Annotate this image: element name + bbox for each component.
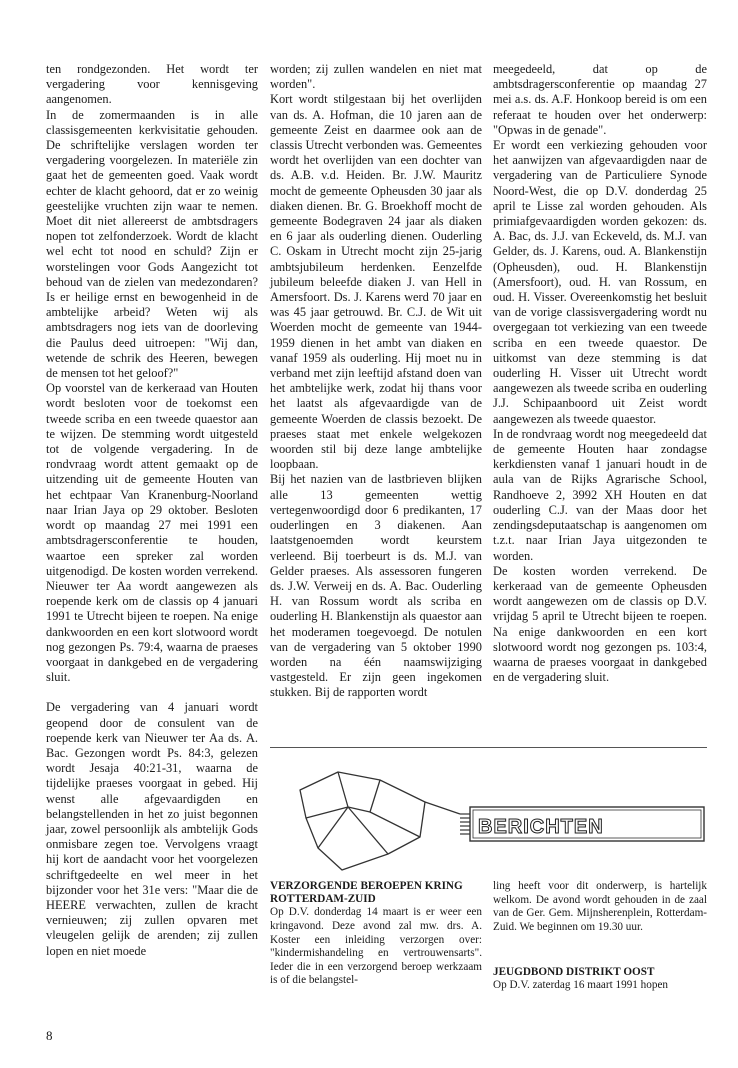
announcement-item bbox=[493, 966, 707, 993]
paragraph: De kosten worden verrekend. De kerkeraad van de gemeente Opheusden wordt aangewezen om de classis op D.V. vrijdag 5 april te Utrecht bijeen te roepen. Na enige dankwoorden en een kort slotwoord wordt nog gezongen ps. 103:4, waarna de praeses voorgaat in dankgebed en de vergadering sluit. bbox=[493, 563, 707, 685]
announcement-text: Op D.V. zaterdag 16 maart 1991 hopen bbox=[493, 979, 669, 992]
paragraph: Bij het nazien van de lastbrieven blijken alle 13 gemeenten wettig vertegenwoordigd door 6 predikanten, 17 ouderlingen en 3 diakenen. Aan laatstgenoemden wordt keurstem verleend. Bij toerbeurt is ds. M.J. van Gelder praeses. Als assessoren fungeren ds. J.W. Verweij en ds. A. Bac. Ouderling H. van Rossum wordt als scriba en ouderling H. Blankenstijn als quaestor aan het moderamen toegevoegd. De notulen van de vergadering van 5 oktober 1990 worden na één naamswijziging vastgesteld. Er zijn geen ingekomen stukken. Bij de rapporten wordt bbox=[270, 472, 482, 700]
paragraph: In de rondvraag wordt nog meegedeeld dat de gemeente Houten haar zondagse kerkdiensten vanaf 1 januari houdt in de aula van de Rijks Agrarische School, Randhoeve 2, 3992 XH Houten en dat ouderling C.J. van der Maas door het zendingsdeputaatschap is aangenomen om t.z.t. naar Irian Jaya uitgezonden te worden. bbox=[493, 426, 707, 563]
article-column-3 bbox=[493, 62, 707, 685]
section-divider bbox=[270, 747, 707, 748]
article-column-1 bbox=[46, 62, 258, 959]
announcement-item bbox=[270, 880, 482, 988]
announcement-text: Op D.V. donderdag 14 maart is er weer een kringavond. Deze avond zal mw. drs. A. Koster een inleiding verzorgen over: "kindermishandeling en vertrouwensarts". Ieder die in een verzorgend beroep werkzaam is of die belangstel- bbox=[270, 906, 482, 987]
paragraph: In de zomermaanden is in alle classisgemeenten kerkvisitatie gehouden. De schriftelijke verslagen worden ter vergadering voorgelezen. In materiële zin gaat het de gemeenten goed. Vaak wordt echter de klacht gehoord, dat er zo weinig geestelijke vruchten zijn waar te nemen. Moet dit niet allereerst de ambtsdragers nopen tot zelfonderzoek. Wordt de klacht wel echt tot nood en schuld? Zijn er worstelingen voor Gods Aangezicht tot behoud van de zielen van medezondaren? Is er heilige ernst en bewogenheid in de ambtelijke arbeid? Weten wij als ambtsdragers nog iets van de doorleving die Paulus deed uitroepen: "Wij dan, wetende de schrik des Heeren, bewegen de mensen tot het geloof?" bbox=[46, 107, 258, 381]
paragraph: ten rondgezonden. Het wordt ter vergadering voor kennisgeving aangenomen. bbox=[46, 62, 258, 107]
article-column-2 bbox=[270, 62, 482, 701]
paragraph: Kort wordt stilgestaan bij het overlijden van ds. A. Hofman, die 10 jaren aan de gemeente Zeist en daarmee ook aan de classis Utrecht verbonden was. Gemeentes wordt het overlijden van een dochter van ds. A.B. v.d. Heiden. Br. J.W. Mauritz mocht de gemeente Opheusden 30 jaar als diaken dienen. Br. G. Broekhoff mocht de gemeente Bodegraven 24 jaar als diaken en 6 jaar als ouderling dienen. Ouderling C. Oskam in Utrecht mocht zijn 25-jarig ambtsjubileum herdenken. Eenzelfde jubileum beleefde diaken J. van Hell in Amersfoort. Ds. J. Karens werd 70 jaar en was 45 jaar getrouwd. Br. C.J. de Wit uit Woerden mocht de gemeente van 1944-1959 dienen in het ambt van diaken en vanaf 1959 als ouderling. Hij moet nu in verband met zijn leeftijd afstand doen van het ambtelijke werk, zodat hij thans voor het laatst als afgevaardigde van de gemeente Woerden de classis bezoekt. De praeses staat met enkele welgekozen woorden stil bij deze lange ambtelijke loopbaan. bbox=[270, 92, 482, 472]
paragraph: Op voorstel van de kerkeraad van Houten wordt besloten voor de toekomst een tweede scriba en een tweede quaestor aan te wijzen. De stemming wordt uitgesteld tot de volgende vergadering. In de rondvraag wordt attent gemaakt op de uitzending uit de gemeente Houten van het echtpaar Van Kranenburg-Noorland naar Irian Jaya op 29 oktober. Besloten wordt op maandag 27 mei 1991 een ambtsdragersconferentie te houden, waartoe een spreker zal worden uitgenodigd. De kosten worden verrekend. Nieuwer ter Aa wordt aangewezen als roepende kerk om de classis op 4 januari 1991 te Utrecht bijeen te roepen. Na enige dankwoorden en een kort slotwoord wordt nog gezongen Ps. 79:4, waarna de praeses voorgaat in dankgebed en de vergadering sluit. bbox=[46, 381, 258, 685]
paragraph: meegedeeld, dat op de ambtsdragersconferentie op maandag 27 mei a.s. ds. A.F. Honkoop bereid is om een referaat te houden over het onderwerp: "Opwas in de genade". bbox=[493, 62, 707, 137]
announcement-text: ling heeft voor dit onderwerp, is hartelijk welkom. De avond wordt gehouden in de zaal van de Ger. Gem. Mijnsherenplein, Rotterdam-Zuid. We beginnen om 19.30 uur. bbox=[493, 880, 707, 933]
page-number: 8 bbox=[46, 1028, 53, 1043]
paragraph: De vergadering van 4 januari wordt geopend door de consulent van de roepende kerk van Nieuwer ter Aa ds. A. Bac. Gezongen wordt Ps. 84:3, gelezen wordt Jesaja 40:21-31, waarna de tijdelijke praeses voorgaat in gebed. Hij wenst alle afgevaardigden en belangstellenden in het zo juist begonnen jaar, zowel persoonlijk als ambtelijk Gods onmisbare zegen toe. Vervolgens vraagt hij kort de aandacht voor het voorgelezen schriftgedeelte en wel meer in het bijzonder voor het 31e vers: "Maar die de HEERE verwachten, zullen de kracht vernieuwen; zij zullen opvaren met vleugelen gelijk de arenden; zij zullen lopen en niet moede bbox=[46, 700, 258, 958]
paragraph: Er wordt een verkiezing gehouden voor het aanwijzen van afgevaardigden naar de vergadering van de Particuliere Synode Noord-West, die op D.V. donderdag 25 april te Lisse zal worden gehouden. Als primiafgevaardigden worden gekozen: ds. A. Bac, ds. J.J. van Eckeveld, ds. M.J. van Gelder, ds. J. Karens, oud. A. Blankenstijn (Opheusden), oud. H. Blankenstijn (Amersfoort), oud. H. van Rossum, en oud. H. Visser. Overeenkomstig het besluit van de vorige classisvergadering wordt nu overgegaan tot verkiezing van een tweede scriba en een tweede quaestor. De uitkomst van deze stemming is dat ouderling H. Visser uit Utrecht wordt aangewezen als tweede scriba en ouderling J.J. Schipaanboord uit Zeist wordt aangewezen als tweede quaestor. bbox=[493, 138, 707, 426]
announcement-title: JEUGDBOND DISTRIKT OOST bbox=[493, 966, 655, 978]
berichten-heading: BERICHTEN bbox=[478, 816, 604, 838]
announcement-title: VERZORGENDE BEROEPEN KRING ROTTERDAM-ZUID bbox=[270, 880, 463, 906]
announcement-continuation bbox=[493, 880, 707, 934]
paragraph: worden; zij zullen wandelen en niet mat worden". bbox=[270, 62, 482, 92]
